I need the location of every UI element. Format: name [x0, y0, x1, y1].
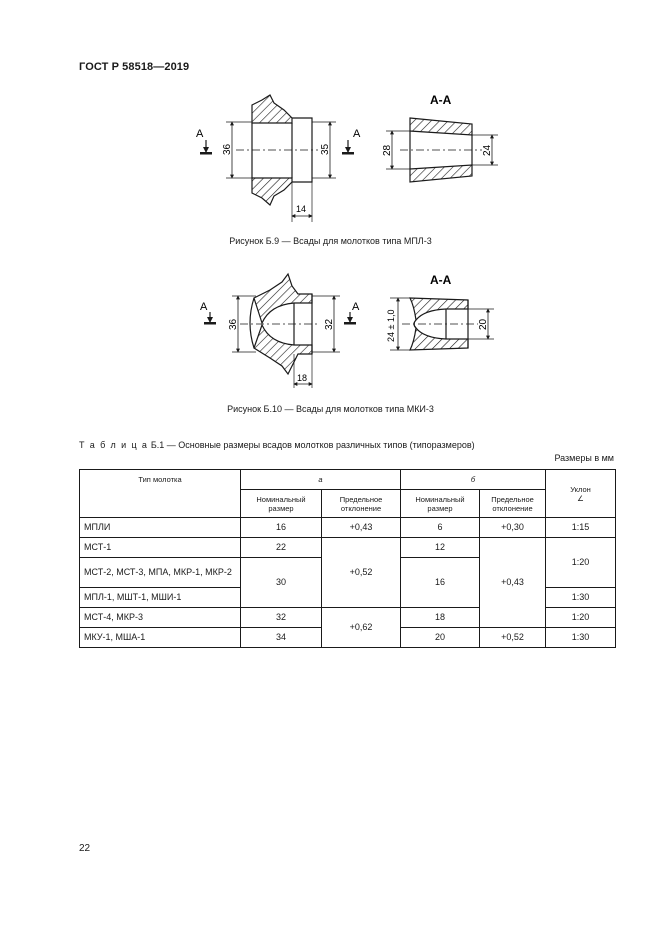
dimensions-table [79, 469, 616, 648]
row-b-nominal: 6 [401, 518, 480, 538]
row-b-nominal: 12 [401, 538, 480, 558]
row-a-tolerance: +0,62 [322, 608, 401, 648]
row-slope: 1:30 [546, 628, 616, 648]
figure-b9-drawing [0, 80, 661, 230]
row-a-nominal: 30 [241, 558, 322, 608]
header-slope-symbol: ∠ [577, 493, 584, 503]
row-a-nominal: 22 [241, 538, 322, 558]
row-type: МПЛИ [80, 518, 241, 538]
row-b-nominal: 20 [401, 628, 480, 648]
row-type: МСТ-4, МКР-3 [80, 608, 241, 628]
document-header: ГОСТ Р 58518—2019 [79, 61, 190, 73]
row-type: МСТ-1 [80, 538, 241, 558]
b9-dim-outer: 36 [222, 143, 233, 155]
header-a-tolerance: Предельное отклонение [322, 490, 401, 518]
row-b-tolerance: +0,30 [480, 518, 546, 538]
b9-section-letter-right: А [353, 128, 361, 140]
b9-dim-left-d: 28 [382, 144, 393, 156]
row-slope: 1:20 [546, 608, 616, 628]
header-slope [546, 470, 616, 518]
b10-dim-length: 18 [297, 373, 308, 383]
row-slope: 1:15 [546, 518, 616, 538]
row-type: МПЛ-1, МШТ-1, МШИ-1 [80, 588, 241, 608]
b9-dim-inner: 35 [320, 143, 331, 155]
row-a-tolerance: +0,52 [322, 538, 401, 608]
row-b-tolerance: +0,43 [480, 538, 546, 628]
units-note: Размеры в мм [554, 453, 614, 463]
row-a-nominal: 16 [241, 518, 322, 538]
row-a-nominal: 32 [241, 608, 322, 628]
b10-dim-inner: 32 [324, 318, 335, 330]
b10-dim-outer: 36 [228, 318, 239, 330]
row-b-nominal: 16 [401, 558, 480, 608]
row-b-nominal: 18 [401, 608, 480, 628]
b10-section-letter-right: А [352, 301, 360, 313]
table-row [80, 538, 616, 558]
header-b: б [401, 470, 546, 490]
row-type: МСТ-2, МСТ-3, МПА, МКР-1, МКР-2 [80, 558, 241, 588]
b9-dim-right-d: 24 [482, 144, 493, 156]
b10-section-letter-left: А [200, 301, 208, 313]
b9-section-letter-left: А [196, 128, 204, 140]
b10-dim-right-d: 20 [478, 318, 489, 330]
table-title-prefix: Т а б л и ц а [79, 440, 149, 450]
table-title-text: Б.1 — Основные размеры всадов молотков различных типов (типоразмеров) [148, 440, 475, 450]
header-b-tolerance: Предельное отклонение [480, 490, 546, 518]
page-number: 22 [79, 843, 91, 854]
b9-dim-length: 14 [296, 204, 307, 214]
figure-b10-drawing [0, 265, 661, 395]
table-row [80, 518, 616, 538]
table-title [79, 440, 475, 450]
figure-b9-caption: Рисунок Б.9 — Всады для молотков типа МПЛ-3 [229, 236, 432, 246]
header-b-nominal: Номинальный размер [401, 490, 480, 518]
row-a-nominal: 34 [241, 628, 322, 648]
b10-section-label: А-А [430, 273, 452, 287]
row-b-tolerance: +0,52 [480, 628, 546, 648]
row-slope: 1:20 [546, 538, 616, 588]
b10-dim-left-d: 24 ± 1,0 [386, 309, 396, 342]
row-slope: 1:30 [546, 588, 616, 608]
row-a-tolerance: +0,43 [322, 518, 401, 538]
b9-section-label: А-А [430, 93, 452, 107]
header-a-nominal: Номинальный размер [241, 490, 322, 518]
header-a: а [241, 470, 401, 490]
header-type: Тип молотка [80, 470, 241, 518]
figure-b10-caption: Рисунок Б.10 — Всады для молотков типа МКИ-3 [227, 404, 434, 414]
header-slope-label: Уклон [570, 484, 591, 494]
row-type: МКУ-1, МША-1 [80, 628, 241, 648]
